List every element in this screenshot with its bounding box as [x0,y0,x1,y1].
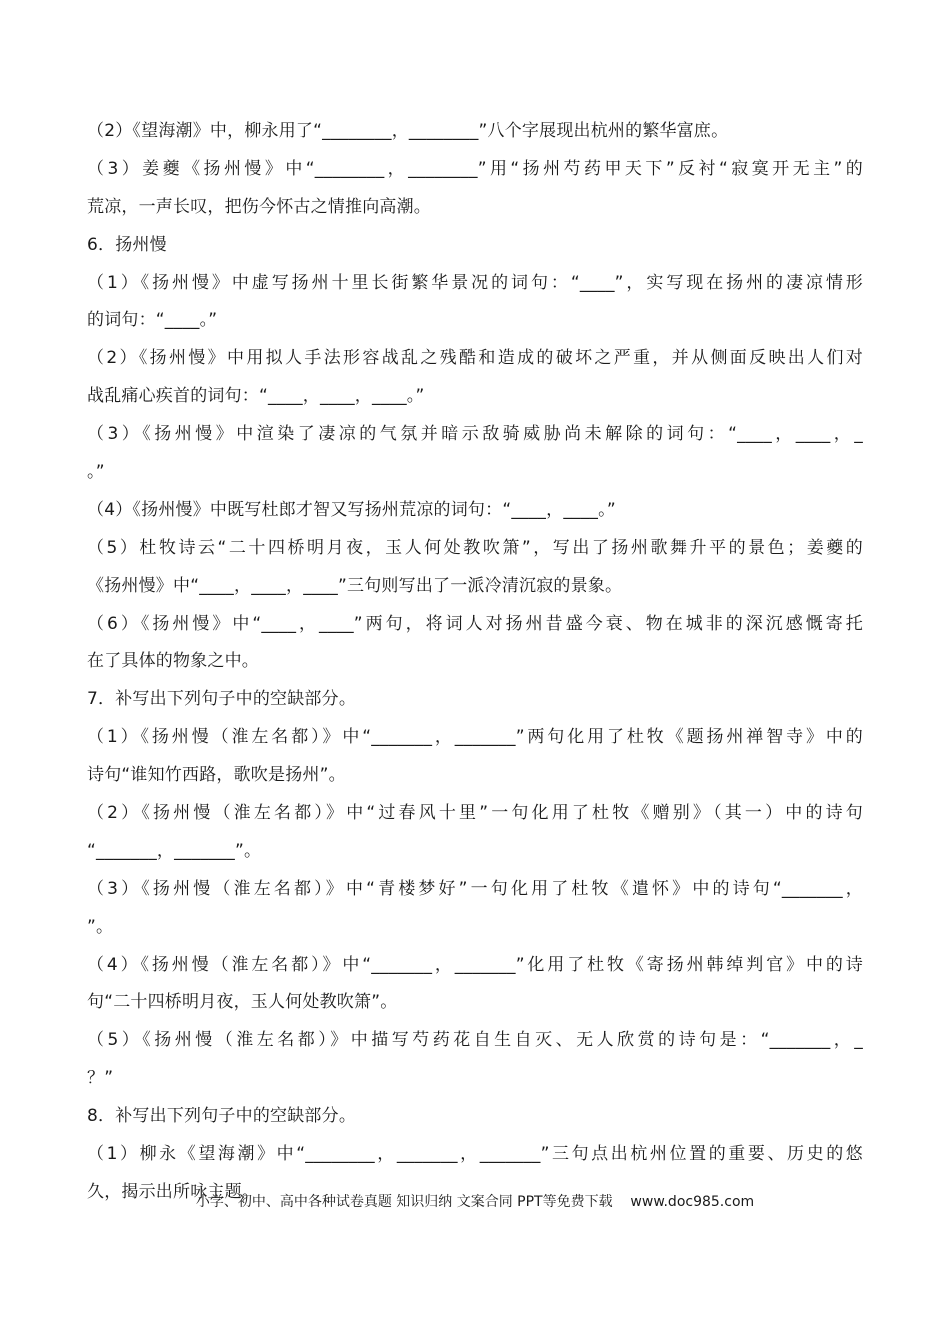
text-line: 战乱痛心疾首的词句：“____，____，____。” [87,386,425,407]
text-line: （3）《扬州慢》中渲染了凄凉的气氛并暗示敌骑威胁尚未解除的词句：“____，____，_ [87,424,863,445]
text-line: （5）《扬州慢（淮左名都）》中描写芍药花自生自灭、无人欣赏的诗句是：“_______，_ [87,1030,863,1051]
text-line: 久，揭示出所咏主题。 [87,1181,259,1202]
text-line: 荒凉，一声长叹，把伤今怀古之情推向高潮。 [87,196,431,217]
text-line: （4）《扬州慢》中既写杜郎才智又写扬州荒凉的词句：“____，____。” [87,499,616,520]
text-line: ？” [87,1068,114,1089]
text-line: 《扬州慢》中“____，____，____”三句则写出了一派冷清沉寂的景象。 [87,575,623,596]
text-line: “_______，_______”。 [87,840,262,861]
text-line: （3）《扬州慢（淮左名都）》中“青楼梦好”一句化用了杜牧《遣怀》中的诗句“_______， [87,878,863,899]
text-line: （1）《扬州慢》中虚写扬州十里长街繁华景况的词句：“____”，实写现在扬州的凄凉情形 [87,272,863,293]
text-line: 6．扬州慢 [87,234,167,255]
text-line: 7．补写出下列句子中的空缺部分。 [87,689,357,710]
text-line: （5）杜牧诗云“二十四桥明月夜，玉人何处教吹箫”，写出了扬州歌舞升平的景色；姜夔的 [87,537,863,558]
text-line: （2）《扬州慢》中用拟人手法形容战乱之残酷和造成的破坏之严重，并从侧面反映出人们对 [87,348,863,369]
text-line: 。” [87,462,105,483]
text-line: 的词句：“____。” [87,310,218,331]
text-line: 句“二十四桥明月夜，玉人何处教吹箫”。 [87,992,398,1013]
text-line: 8．补写出下列句子中的空缺部分。 [87,1106,357,1127]
text-line: 在了具体的物象之中。 [87,651,259,672]
document-body [87,113,863,1212]
text-line: （3）姜夔《扬州慢》中“________，________”用“扬州芍药甲天下”反衬“寂寞开无主”的 [87,158,863,179]
text-line: （2）《望海潮》中，柳永用了“________，________”八个字展现出杭州的繁华富庶。 [87,121,729,141]
text-line: 诗句“谁知竹西路，歌吹是扬州”。 [87,765,346,786]
text-line: （2）《扬州慢（淮左名都）》中“过春风十里”一句化用了杜牧《赠别》（其一）中的诗句 [87,803,863,824]
text-line: （1）《扬州慢（淮左名都）》中“_______，_______”两句化用了杜牧《题扬州禅智寺》中的 [87,727,863,748]
text-line: （1）柳永《望海潮》中“________，_______，_______”三句点出杭州位置的重要、历史的悠 [87,1144,863,1165]
page-footer: 小学、初中、高中各种试卷真题 知识归纳 文案合同 PPT等免费下载 www.doc985.com [195,1194,755,1210]
text-line: ”。 [87,916,114,937]
text-line: （6）《扬州慢》中“____，____”两句，将词人对扬州昔盛今衰、物在城非的深沉感慨寄托 [87,613,863,634]
text-line: （4）《扬州慢（淮左名都）》中“_______，_______”化用了杜牧《寄扬州韩绰判官》中的诗 [87,954,863,975]
